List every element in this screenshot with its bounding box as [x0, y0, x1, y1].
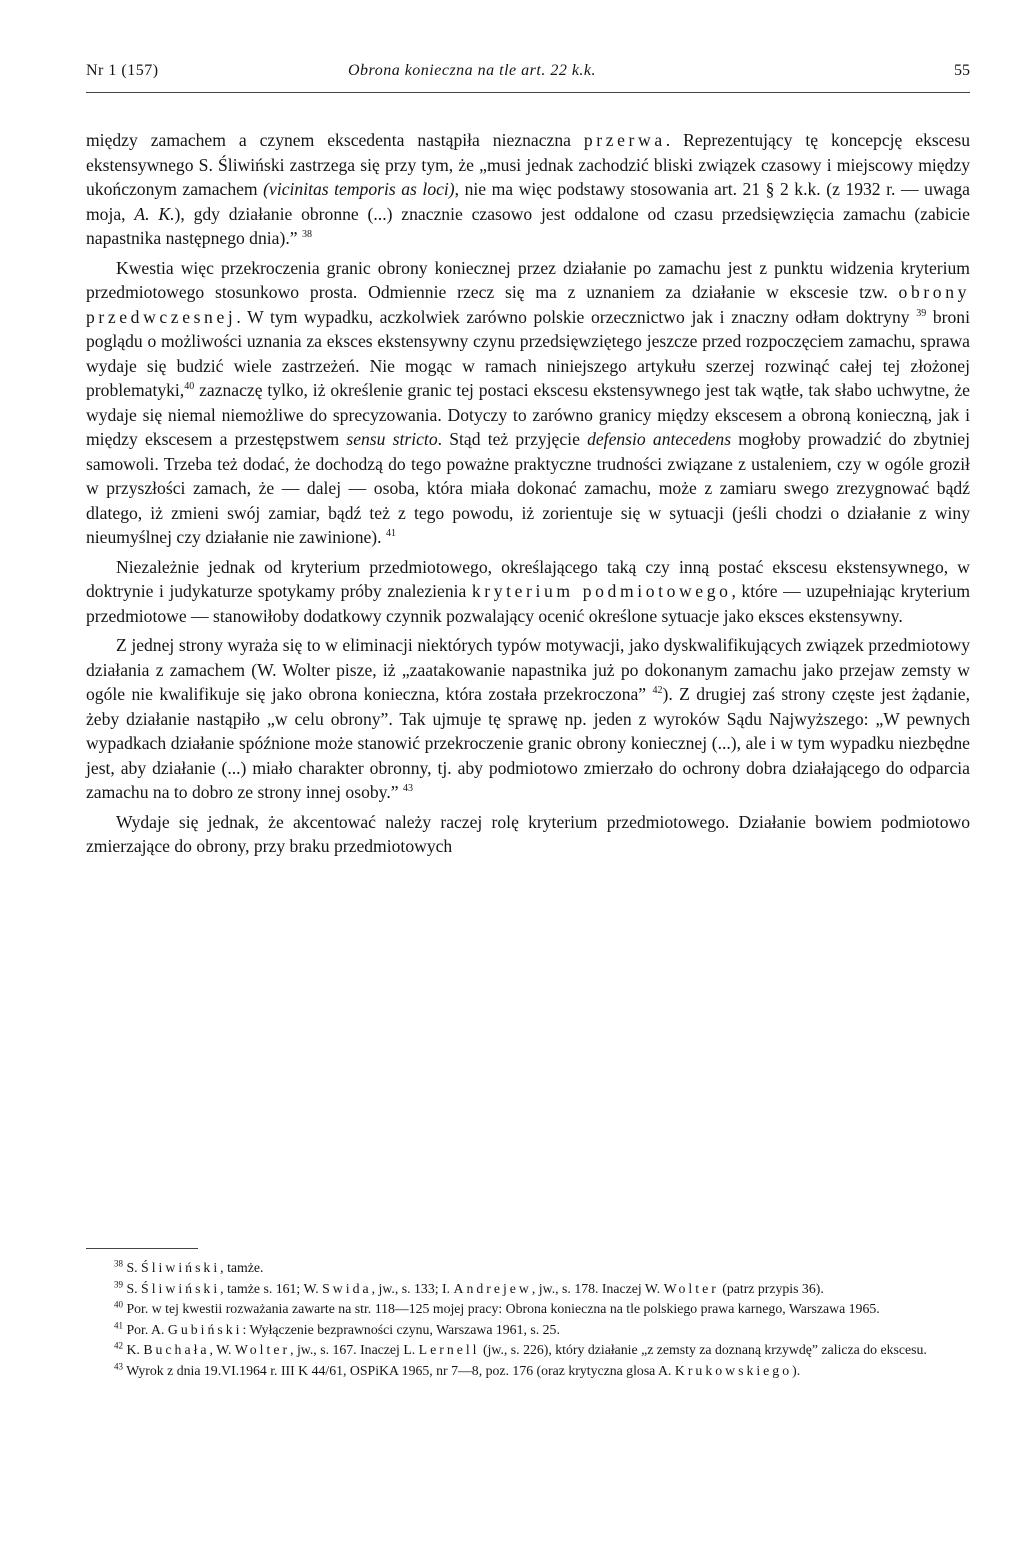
- paragraph-1: między zamachem a czynem ekscedenta nastąpiła nieznaczna przerwa. Reprezentujący tę koncepcję ekscesu ekstensywnego S. Śliwiński zastrzega się przy tym, że „musi jednak zachodzić bliski związek czasowy i miejscowy między ukończonym zamachem (vicinitas temporis as loci), nie ma więc podstawy stosowania art. 21 § 2 k.k. (z 1932 r. — uwaga moja, A. K.), gdy działanie obronne (...) znacznie czasowo jest oddalone od czasu przedsięwzięcia zamachu (zabicie napastnika następnego dnia).” $^{38}$: [86, 130, 970, 248]
- paragraph-2: Kwestia więc przekroczenia granic obrony koniecznej przez działanie po zamachu jest z punktu widzenia kryterium przedmiotowego stosunkowo prosta. Odmiennie rzecz się ma z uznaniem za działanie w ekscesie tzw. obrony przedwczesnej. W tym wypadku, aczkolwiek zarówno polskie orzecznictwo jak i znaczny odłam doktryny $^{39}$ broni poglądu o możliwości uznania za eksces ekstensywny czynu przedsięwziętego jeszcze przed rozpoczęciem zamachu, sprawa wydaje się budzić wiele zastrzeżeń. Nie mogąc w ramach niniejszego artykułu szerzej rozwinąć całej tej złożonej problematyki,$^{40}$ zaznaczę tylko, iż określenie granic tej postaci ekscesu ekstensywnego jest tak wątłe, tak słabo uchwytne, że wydaje się niemal niemożliwe do sprecyzowania. Dotyczy to zarówno granicy między ekscesem a obroną konieczną, jak i między ekscesem a przestępstwem sensu stricto. Stąd też przyjęcie defensio antecedens mogłoby prowadzić do zbytniej samowoli. Trzeba też dodać, że dochodzą do tego poważne praktyczne trudności związane z ustaleniem, czy w ogóle groził w przyszłości zamach, że — dalej — osoba, która miała dokonać zamachu, może z zamiaru swego zrezygnować bądź dlatego, iż zmieni swój zamiar, bądź też z tego powodu, iż zorientuje się w sytuacji (jeśli chodzi o działanie z winy nieumyślnej czy działanie nie zawinione). $^{41}$: [86, 257, 970, 547]
- header-rule: [86, 92, 970, 93]
- footnote-38: $^{38}$ S. Śliwiński, tamże.: [114, 1258, 264, 1275]
- footnote-ref[interactable]: 38: [301, 229, 312, 241]
- footnotes: [86, 1258, 970, 1382]
- footnote-ref[interactable]: 41: [385, 528, 396, 540]
- footnote-ref[interactable]: 42: [652, 685, 663, 697]
- page-number: 55: [954, 62, 970, 79]
- main-text: [86, 128, 970, 859]
- issue-number: Nr 1 (157): [86, 62, 159, 79]
- running-header: [86, 62, 970, 88]
- footnote-ref[interactable]: 39: [916, 307, 927, 319]
- paragraph-3: Niezależnie jednak od kryterium przedmiotowego, określającego taką czy inną postać ekscesu ekstensywnego, w doktrynie i judykaturze spotykamy próby znalezienia kryterium podmiotowego, które — uzupełniając kryterium przedmiotowe — stanowiłoby dodatkowy czynnik pozwalający ocenić określone sytuacje jako eksces ekstensywny.: [86, 556, 971, 626]
- paragraph-4: Z jednej strony wyraża się to w eliminacji niektórych typów motywacji, jako dyskwalifikujących związek przedmiotowy działania z zamachem (W. Wolter pisze, iż „zaatakowanie napastnika już po dokonanym zamachu jako przejaw zemsty w ogóle nie kwalifikuje się jako obrona konieczna, która została przekroczona” $^{42}$). Z drugiej zaś strony częste jest żądanie, żeby działanie nastąpiło „w celu obrony”. Tak ujmuje tę sprawę np. jeden z wyroków Sądu Najwyższego: „W pewnych wypadkach działanie spóźnione może stanowić przekroczenie granic obrony koniecznej (...), ale i w tym wypadku niezbędne jest, aby działanie (...) miało charakter obronny, tj. aby podmiotowo zmierzało do ochrony dobra działającego do odparcia zamachu na to dobro ze strony innej osoby.” $^{43}$: [86, 635, 970, 802]
- footnote-43: $^{43}$ Wyrok z dnia 19.VI.1964 r. III K 44/61, OSPiKA 1965, nr 7—8, poz. 176 (oraz krytyczna glosa A. Krukowskiego).: [114, 1361, 801, 1378]
- running-title: Obrona konieczna na tle art. 22 k.k.: [348, 62, 597, 79]
- footnote-ref[interactable]: 43: [402, 783, 413, 795]
- footnote-39: $^{39}$ S. Śliwiński, tamże s. 161; W. Swida, jw., s. 133; I. Andrejew, jw., s. 178. Inaczej W. Wolter (patrz przypis 36).: [114, 1279, 824, 1296]
- footnote-42: $^{42}$ K. Buchała, W. Wolter, jw., s. 167. Inaczej L. Lernell (jw., s. 226), który działanie „z zemsty za doznaną krzywdę” zalicza do ekscesu.: [114, 1340, 927, 1358]
- footnote-40: $^{40}$ Por. w tej kwestii rozważania zawarte na str. 118—125 mojej pracy: Obrona konieczna na tle polskiego prawa karnego, Warszawa 1965.: [114, 1299, 880, 1317]
- footnote-rule: [86, 1248, 198, 1249]
- paragraph-5: Wydaje się jednak, że akcentować należy raczej rolę kryterium przedmiotowego. Działanie bowiem podmiotowo zmierzające do obrony, przy braku przedmiotowych: [86, 811, 970, 856]
- footnote-41: $^{41}$ Por. A. Gubiński: Wyłączenie bezprawności czynu, Warszawa 1961, s. 25.: [114, 1320, 560, 1337]
- footnote-ref[interactable]: 40: [184, 381, 195, 393]
